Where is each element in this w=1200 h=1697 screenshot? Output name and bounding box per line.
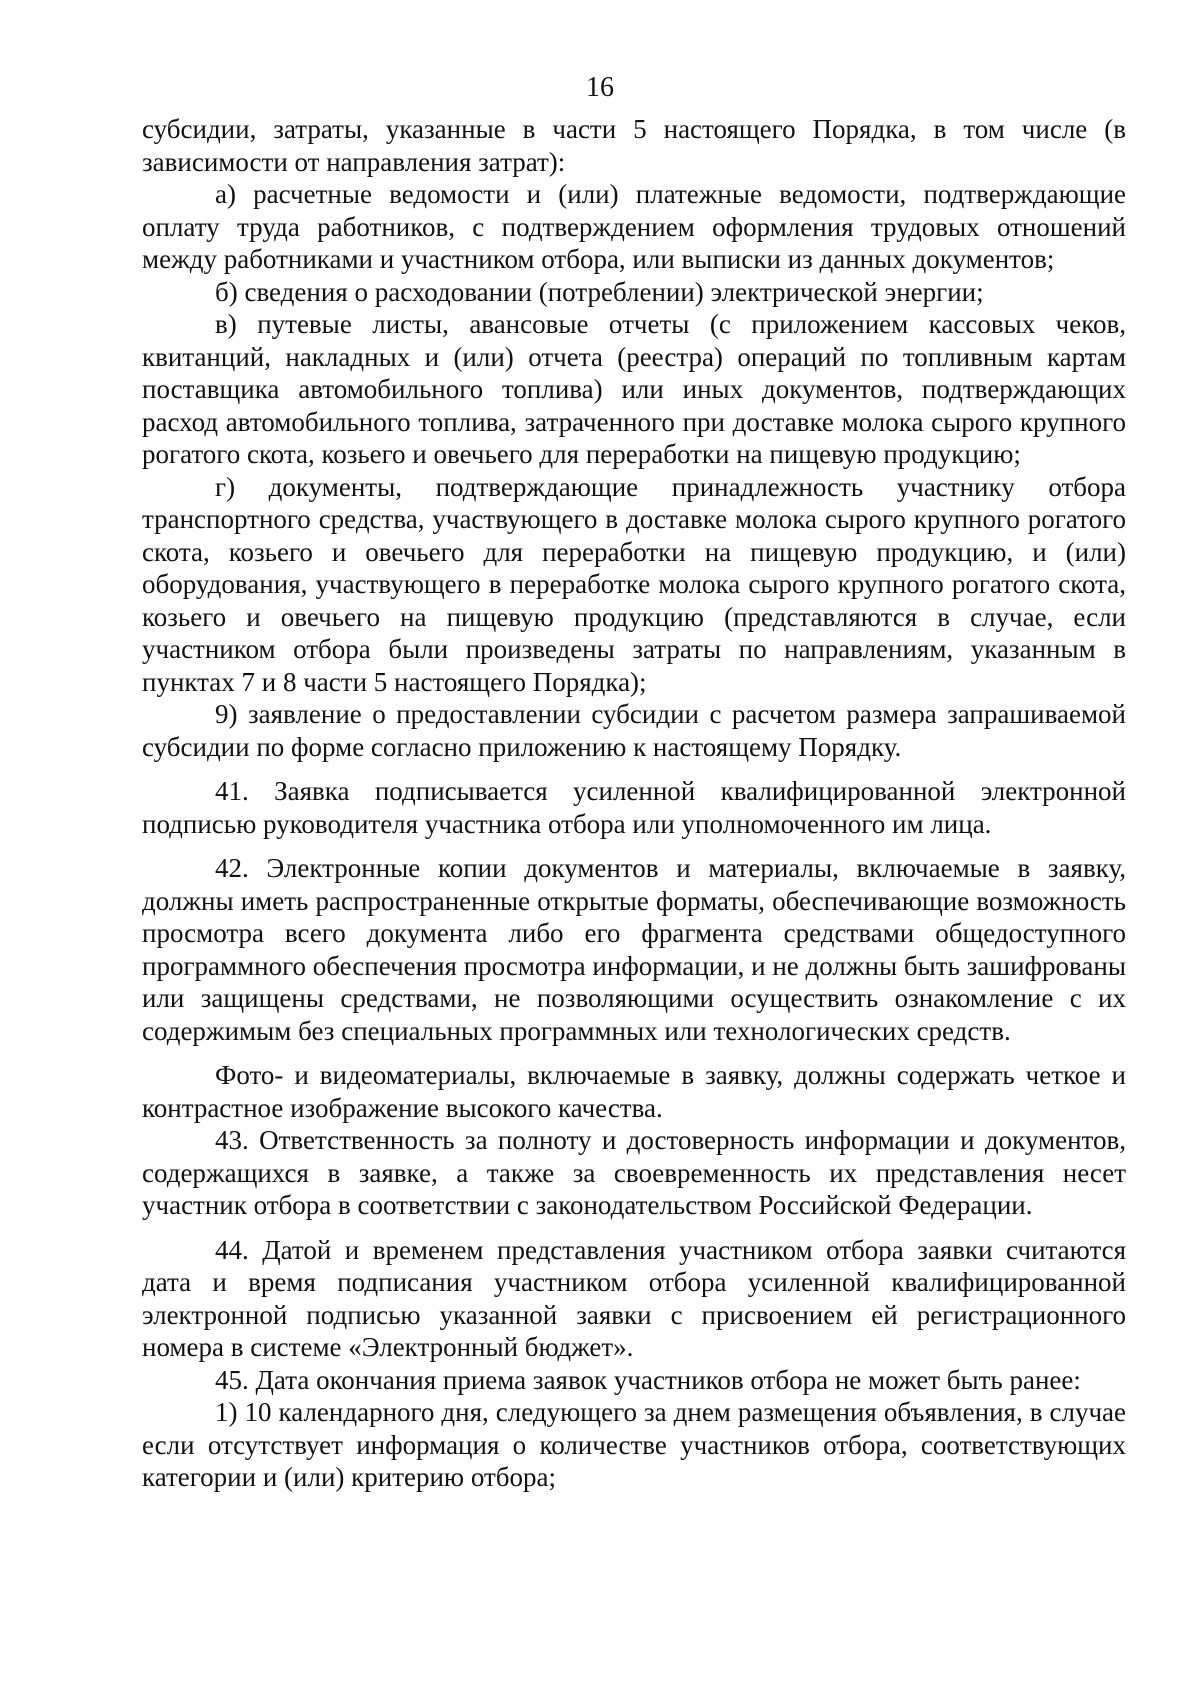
paragraph-item-v: в) путевые листы, авансовые отчеты (с приложением кассовых чеков, квитанций, накладных и (или) отчета (реестра) операций по топливным картам поставщика автомобильного топлива) или иных документов, подтверждающих расход автомобильного топлива, затраченного при доставке молока сырого крупного рогатого скота, козьего и овечьего для переработки на пищевую продукцию; xyxy=(142,309,1126,469)
paragraph-44: 44. Датой и временем представления участником отбора заявки считаются дата и время подписания участником отбора усиленной квалифицированной электронной подписью указанной заявки с присвоением ей регистрационного номера в системе «Электронный бюджет». xyxy=(142,1234,1126,1362)
paragraph-intro: субсидии, затраты, указанные в части 5 настоящего Порядка, в том числе (в зависимости от направления затрат): xyxy=(142,114,1126,177)
paragraph-43: 43. Ответственность за полноту и достоверность информации и документов, содержащихся в заявке, а также за своевременность их представления несет участник отбора в соответствии с законодательством Российской Федерации. xyxy=(142,1125,1126,1220)
paragraph-41: 41. Заявка подписывается усиленной квалифицированной электронной подписью руководителя участника отбора или уполномоченного им лица. xyxy=(142,776,1126,839)
paragraph-item-9: 9) заявление о предоставлении субсидии с расчетом размера запрашиваемой субсидии по форме согласно приложению к настоящему Порядку. xyxy=(142,699,1126,762)
document-body xyxy=(142,113,1126,1494)
page-number: 16 xyxy=(586,72,614,103)
paragraph-item-g: г) документы, подтверждающие принадлежность участнику отбора транспортного средства, участвующего в доставке молока сырого крупного рогатого скота, козьего и овечьего для переработки на пищевую продукцию, и (или) оборудования, участвующего в переработке молока сырого крупного рогатого скота, козьего и овечьего на пищевую продукцию (представляются в случае, если участником отбора были произведены затраты по направлениям, указанным в пунктах 7 и 8 части 5 настоящего Порядка); xyxy=(142,471,1126,697)
paragraph-item-a: а) расчетные ведомости и (или) платежные ведомости, подтверждающие оплату труда работников, с подтверждением оформления трудовых отношений между работниками и участником отбора, или выписки из данных документов; xyxy=(142,179,1126,274)
paragraph-45-item-1: 1) 10 календарного дня, следующего за днем размещения объявления, в случае если отсутствует информация о количестве участников отбора, соответствующих категории и (или) критерию отбора; xyxy=(142,1397,1126,1492)
paragraph-item-b: б) сведения о расходовании (потреблении) электрической энергии; xyxy=(215,276,984,307)
paragraph-photo-video: Фото- и видеоматериалы, включаемые в заявку, должны содержать четкое и контрастное изображение высокого качества. xyxy=(142,1060,1126,1123)
paragraph-42: 42. Электронные копии документов и материалы, включаемые в заявку, должны иметь распространенные открытые форматы, обеспечивающие возможность просмотра всего документа либо его фрагмента средствами общедоступного программного обеспечения просмотра информации, и не должны быть зашифрованы или защищены средствами, не позволяющими осуществить ознакомление с их содержимым без специальных программных или технологических средств. xyxy=(142,853,1126,1046)
paragraph-45: 45. Дата окончания приема заявок участников отбора не может быть ранее: xyxy=(215,1364,1081,1395)
